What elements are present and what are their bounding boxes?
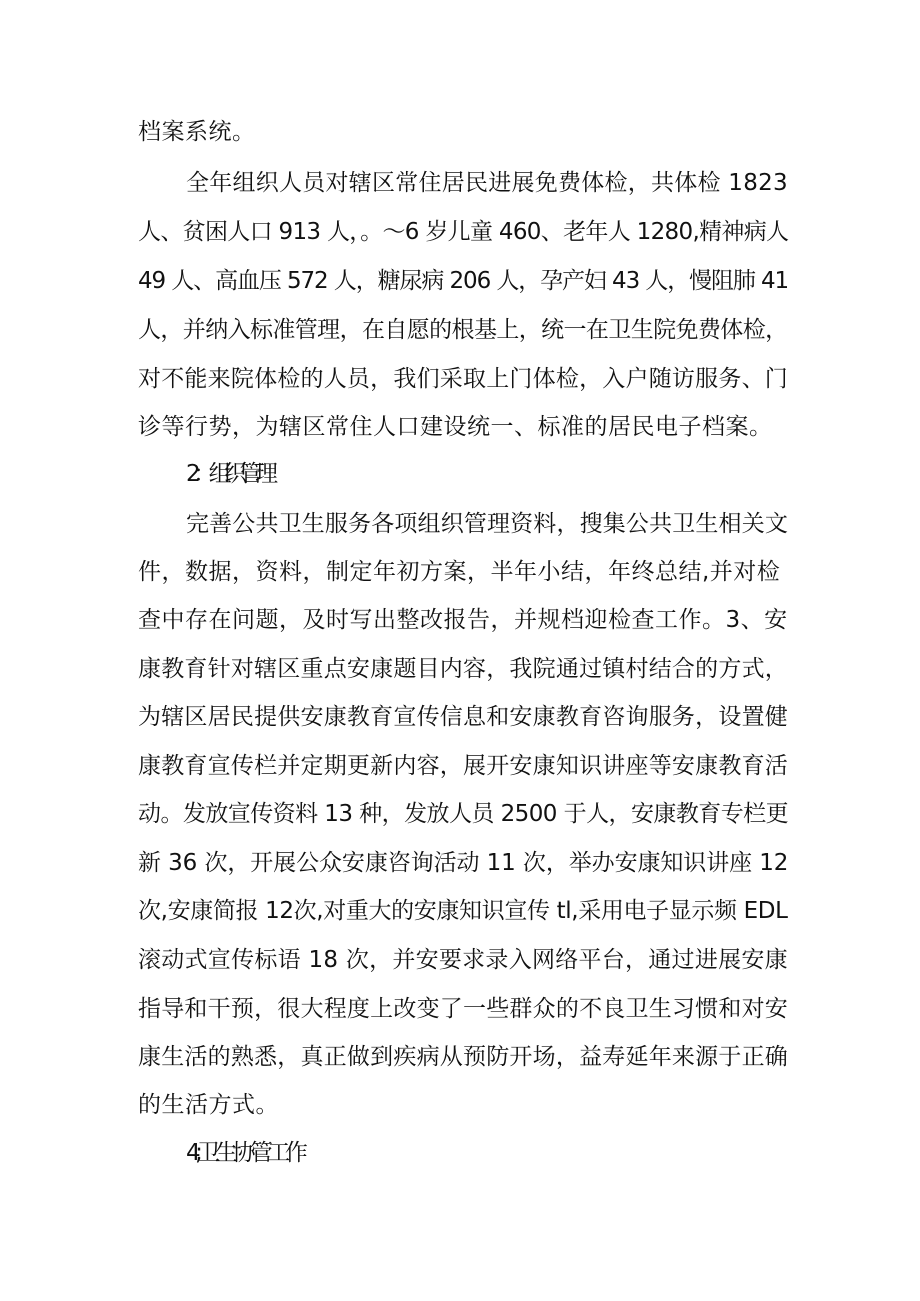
paragraph-line: 人，并纳入标准管理，在自愿的根基上，统一在卫生院免费体检，	[138, 317, 788, 343]
paragraph-line: 对不能来院体检的人员，我们采取上门体检，入户随访服务、门	[138, 366, 788, 392]
paragraph-line: 的生活方式。	[138, 1092, 279, 1118]
paragraph-line: 人、贫困人口 913 人，。～6 岁儿童 460、老年人 1280,精神病人	[138, 219, 789, 245]
paragraph-line: 档案系统。	[138, 119, 256, 145]
paragraph-line: 完善公共卫生服务各项组织管理资料，搜集公共卫生相关文	[186, 511, 788, 537]
paragraph-line: 康教育针对辖区重点安康题目内容，我院通过镇村结合的方式，	[138, 656, 788, 682]
paragraph-line: 新 36 次，开展公众安康咨询活动 11 次，举办安康知识讲座 12	[138, 850, 789, 876]
paragraph-line: 康生活的熟悉，真正做到疾病从预防开场，益寿延年来源于正确	[138, 1044, 788, 1070]
paragraph-line: 查中存在问题，及时写出整改报告，并规档迎检查工作。3、安	[138, 607, 788, 633]
paragraph-line: 指导和干预，很大程度上改变了一些群众的不良卫生习惯和对安	[138, 996, 788, 1022]
section-heading: 4;卫生协管工作	[186, 1140, 303, 1166]
paragraph-line: 49 人、高血压 572 人，糖尿病 206 人，孕产妇 43 人，慢阻肺 41	[138, 268, 789, 294]
section-heading: 2：组织管理	[186, 461, 271, 487]
paragraph-line: 件，数据，资料，制定年初方案，半年小结，年终总结,并对检	[138, 559, 781, 585]
paragraph-line: 全年组织人员对辖区常住居民进展免费体检，共体检 1823	[186, 170, 788, 196]
paragraph-line: 为辖区居民提供安康教育宣传信息和安康教育咨询服务，设置健	[138, 704, 788, 730]
paragraph-line: 动。发放宣传资料 13 种，发放人员 2500 于人，安康教育专栏更	[138, 801, 789, 827]
paragraph-line: 次,安康简报 12次,对重大的安康知识宣传 tl,采用电子显示频 EDL	[138, 898, 788, 924]
paragraph-line: 滚动式宣传标语 18 次，并安要求录入网络平台，通过进展安康	[138, 947, 788, 973]
paragraph-line: 诊等行势，为辖区常住人口建设统一、标准的居民电子档案。	[138, 414, 773, 440]
paragraph-line: 康教育宣传栏并定期更新内容，展开安康知识讲座等安康教育活	[138, 753, 788, 779]
